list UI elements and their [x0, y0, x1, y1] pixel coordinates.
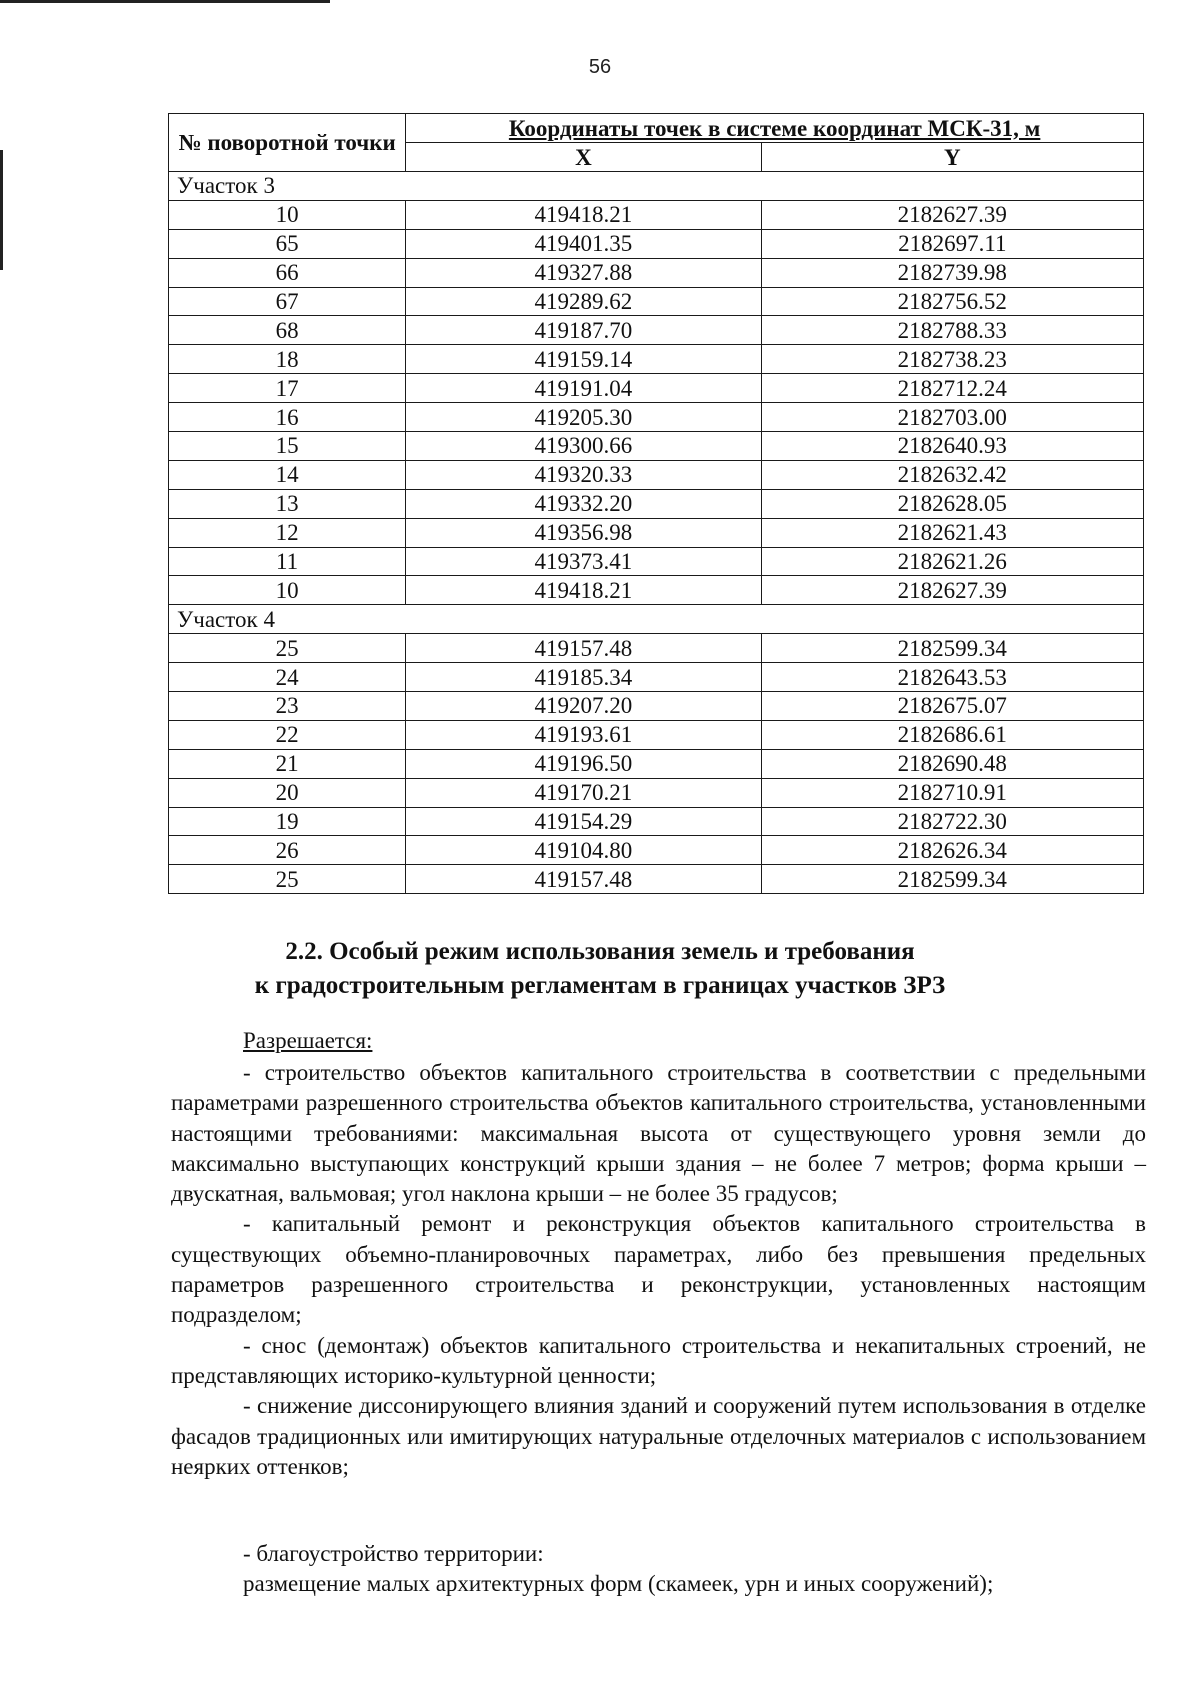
y-coordinate-cell: 2182627.39 — [761, 200, 1143, 229]
coordinates-table — [168, 113, 1144, 894]
point-number-cell: 22 — [169, 720, 406, 749]
y-coordinate-cell: 2182626.34 — [761, 836, 1143, 865]
section-row — [169, 605, 1144, 634]
table-row — [169, 200, 1144, 229]
table-row — [169, 663, 1144, 692]
x-coordinate-cell: 419373.41 — [406, 547, 761, 576]
x-coordinate-cell: 419418.21 — [406, 576, 761, 605]
point-number-cell: 68 — [169, 316, 406, 345]
point-number-cell: 25 — [169, 865, 406, 894]
y-coordinate-cell: 2182628.05 — [761, 489, 1143, 518]
point-number-cell: 10 — [169, 576, 406, 605]
y-coordinate-cell: 2182697.11 — [761, 229, 1143, 258]
y-coordinate-cell: 2182712.24 — [761, 374, 1143, 403]
allowed-label: Разрешается: — [243, 1028, 373, 1053]
point-number-cell: 16 — [169, 403, 406, 432]
table-row — [169, 287, 1144, 316]
x-coordinate-cell: 419320.33 — [406, 460, 761, 489]
point-number-cell: 11 — [169, 547, 406, 576]
x-coordinate-cell: 419332.20 — [406, 489, 761, 518]
table-row — [169, 316, 1144, 345]
y-coordinate-cell: 2182756.52 — [761, 287, 1143, 316]
y-coordinate-cell: 2182621.26 — [761, 547, 1143, 576]
x-coordinate-cell: 419157.48 — [406, 865, 761, 894]
y-coordinate-cell: 2182643.53 — [761, 663, 1143, 692]
x-coordinate-cell: 419154.29 — [406, 807, 761, 836]
table-row — [169, 576, 1144, 605]
y-coordinate-cell: 2182703.00 — [761, 403, 1143, 432]
x-coordinate-cell: 419327.88 — [406, 258, 761, 287]
point-number-cell: 20 — [169, 778, 406, 807]
x-coordinate-cell: 419193.61 — [406, 720, 761, 749]
paragraph-demolition: - снос (демонтаж) объектов капитального строительства и некапитальных строений, не представляющих историко-культурной ценности; — [171, 1332, 1146, 1388]
y-coordinate-cell: 2182788.33 — [761, 316, 1143, 345]
page-number: 56 — [588, 56, 612, 78]
table-row — [169, 258, 1144, 287]
table-row — [169, 374, 1144, 403]
x-coordinate-cell: 419191.04 — [406, 374, 761, 403]
point-number-cell: 17 — [169, 374, 406, 403]
y-coordinate-cell: 2182675.07 — [761, 692, 1143, 721]
y-coordinate-cell: 2182599.34 — [761, 865, 1143, 894]
x-coordinate-cell: 419205.30 — [406, 403, 761, 432]
x-coordinate-cell: 419104.80 — [406, 836, 761, 865]
header-x: X — [406, 143, 761, 172]
x-coordinate-cell: 419289.62 — [406, 287, 761, 316]
point-number-cell: 18 — [169, 345, 406, 374]
landscaping-detail: размещение малых архитектурных форм (скамеек, урн и иных сооружений); — [243, 1571, 994, 1596]
y-coordinate-cell: 2182627.39 — [761, 576, 1143, 605]
x-coordinate-cell: 419401.35 — [406, 229, 761, 258]
section-heading-line2: к градостроительным регламентам в границах участков ЗРЗ — [254, 972, 946, 999]
section-label: Участок 4 — [169, 605, 1144, 634]
x-coordinate-cell: 419187.70 — [406, 316, 761, 345]
table-row — [169, 692, 1144, 721]
y-coordinate-cell: 2182686.61 — [761, 720, 1143, 749]
y-coordinate-cell: 2182722.30 — [761, 807, 1143, 836]
point-number-cell: 15 — [169, 432, 406, 461]
y-coordinate-cell: 2182621.43 — [761, 518, 1143, 547]
table-row — [169, 432, 1144, 461]
table-row — [169, 518, 1144, 547]
section-heading — [0, 935, 1200, 1003]
point-number-cell: 19 — [169, 807, 406, 836]
point-number-cell: 12 — [169, 518, 406, 547]
y-coordinate-cell: 2182739.98 — [761, 258, 1143, 287]
point-number-cell: 65 — [169, 229, 406, 258]
x-coordinate-cell: 419356.98 — [406, 518, 761, 547]
point-number-cell: 13 — [169, 489, 406, 518]
point-number-cell: 25 — [169, 634, 406, 663]
point-number-cell: 26 — [169, 836, 406, 865]
y-coordinate-cell: 2182632.42 — [761, 460, 1143, 489]
table-row — [169, 749, 1144, 778]
table-row — [169, 489, 1144, 518]
point-number-cell: 14 — [169, 460, 406, 489]
y-coordinate-cell: 2182690.48 — [761, 749, 1143, 778]
section-label: Участок 3 — [169, 172, 1144, 201]
table-row — [169, 778, 1144, 807]
point-number-cell: 10 — [169, 200, 406, 229]
header-point-number: № поворотной точки — [169, 114, 406, 172]
point-number-cell: 24 — [169, 663, 406, 692]
y-coordinate-cell: 2182599.34 — [761, 634, 1143, 663]
x-coordinate-cell: 419185.34 — [406, 663, 761, 692]
paragraph-renovation: - капитальный ремонт и реконструкция объектов капитального строительства в существующих объемно-планировочных параметрах, либо без превышения предельных параметров разрешенного строительства и реконструкции, установленных настоящим подразделом; — [171, 1211, 1146, 1328]
y-coordinate-cell: 2182710.91 — [761, 778, 1143, 807]
x-coordinate-cell: 419159.14 — [406, 345, 761, 374]
table-row — [169, 807, 1144, 836]
section-heading-line1: 2.2. Особый режим использования земель и требования — [285, 938, 915, 965]
x-coordinate-cell: 419418.21 — [406, 200, 761, 229]
x-coordinate-cell: 419300.66 — [406, 432, 761, 461]
table-row — [169, 229, 1144, 258]
table-row — [169, 547, 1144, 576]
point-number-cell: 23 — [169, 692, 406, 721]
table-row — [169, 460, 1144, 489]
section-row — [169, 172, 1144, 201]
paragraphs — [171, 1058, 1146, 1482]
scan-edge-top — [0, 0, 330, 3]
paragraph-facades: - снижение диссонирующего влияния зданий и сооружений путем использования в отделке фасадов традиционных или имитирующих натуральные отделочных материалов с использованием неярких оттенков; — [171, 1393, 1146, 1479]
table-row — [169, 345, 1144, 374]
header-coordinates: Координаты точек в системе координат МСК-31, м — [406, 114, 1144, 143]
point-number-cell: 21 — [169, 749, 406, 778]
paragraph-construction: - строительство объектов капитального строительства в соответствии с предельными параметрами разрешенного строительства объектов капитального строительства, установленными настоящими требованиями: максимальная высота от существующего уровня земли до максимально выступающих конструкций крыши здания – не более 7 метров; форма крыши – двускатная, вальмовая; угол наклона крыши – не более 35 градусов; — [171, 1060, 1146, 1207]
x-coordinate-cell: 419170.21 — [406, 778, 761, 807]
y-coordinate-cell: 2182738.23 — [761, 345, 1143, 374]
point-number-cell: 67 — [169, 287, 406, 316]
scan-edge-left — [0, 150, 3, 270]
x-coordinate-cell: 419207.20 — [406, 692, 761, 721]
x-coordinate-cell: 419157.48 — [406, 634, 761, 663]
table-row — [169, 865, 1144, 894]
header-y: Y — [761, 143, 1143, 172]
table-row — [169, 720, 1144, 749]
table-row — [169, 836, 1144, 865]
table-row — [169, 634, 1144, 663]
x-coordinate-cell: 419196.50 — [406, 749, 761, 778]
table-row — [169, 403, 1144, 432]
y-coordinate-cell: 2182640.93 — [761, 432, 1143, 461]
landscaping-item: - благоустройство территории: — [243, 1541, 544, 1566]
point-number-cell: 66 — [169, 258, 406, 287]
table-body — [169, 172, 1144, 894]
